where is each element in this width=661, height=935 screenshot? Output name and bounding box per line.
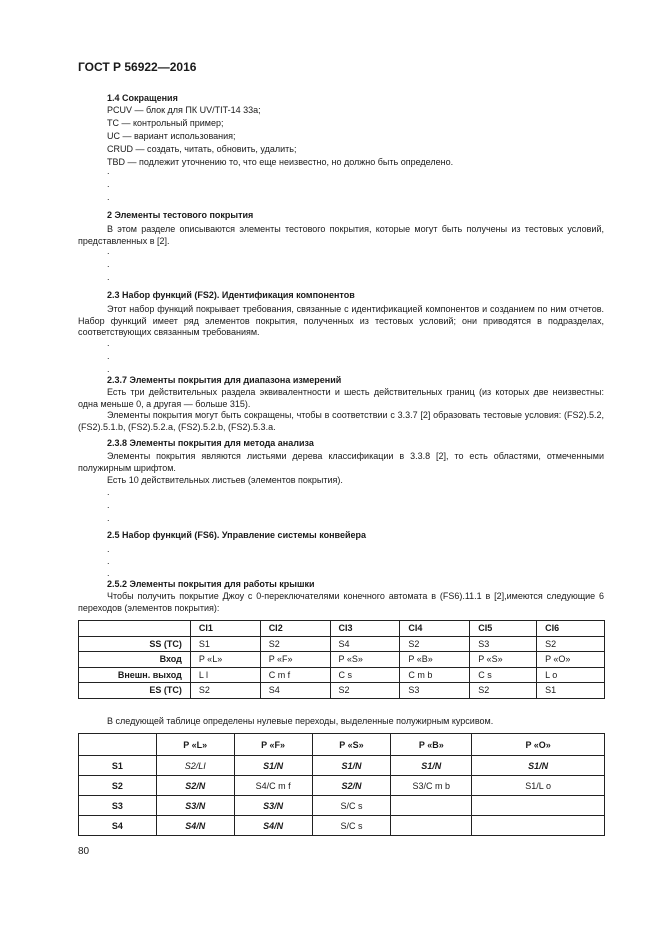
table-cell: S2/N — [312, 776, 391, 796]
table-cell: S2/N — [156, 776, 234, 796]
table-cell: C s — [470, 667, 537, 683]
ellipsis-dot: . — [107, 272, 110, 282]
table-cell: C m f — [260, 667, 330, 683]
ellipsis-dot: . — [107, 513, 110, 523]
ellipsis-dot: . — [107, 166, 110, 176]
ellipsis-dot: . — [107, 568, 110, 578]
table-cell: P «L» — [190, 652, 260, 668]
table-header-cell: CI2 — [260, 621, 330, 637]
table-cell: P «S» — [330, 652, 400, 668]
abbreviation-line: TC — контрольный пример; — [107, 118, 224, 128]
table-cell: S2 — [330, 683, 400, 699]
table-header-cell: P «F» — [234, 734, 312, 756]
ellipsis-dot: . — [107, 500, 110, 510]
row-header-cell: S3 — [79, 796, 157, 816]
abbreviation-line: TBD — подлежит уточнению то, что еще неизвестно, но должно быть определено. — [107, 157, 454, 167]
table-cell: S4/N — [156, 816, 234, 836]
table-cell: S1 — [190, 636, 260, 652]
table-cell: P «O» — [537, 652, 605, 668]
table-cell: S/C s — [312, 816, 391, 836]
abbreviation-line: UC — вариант использования; — [107, 131, 236, 141]
table-cell: S4 — [330, 636, 400, 652]
table-cell: S2 — [400, 636, 470, 652]
paragraph: Элементы покрытия могут быть сокращены, чтобы в соответствии с 3.3.7 [2] образовать тестовые условия: (FS2).5.2, (FS2).5.1.b, (FS2).5.2.a, (FS2).5.2.b, (FS2).5.3.a. — [78, 410, 604, 432]
table-cell: S4/N — [234, 816, 312, 836]
table-cell: P «B» — [400, 652, 470, 668]
row-header-cell: Вход — [79, 652, 191, 668]
table-cell — [79, 734, 157, 756]
table-cell: S3/C m b — [391, 776, 472, 796]
row-header-cell: S4 — [79, 816, 157, 836]
table-cell: S1 — [537, 683, 605, 699]
row-header-cell: SS (TC) — [79, 636, 191, 652]
row-header-cell: Внешн. выход — [79, 667, 191, 683]
table-cell: S3/N — [234, 796, 312, 816]
page-number: 80 — [78, 846, 90, 857]
ellipsis-dot: . — [107, 556, 110, 566]
table-row — [79, 683, 605, 699]
transitions-table — [78, 620, 605, 699]
table-header-cell: P «B» — [391, 734, 472, 756]
paragraph: Этот набор функций покрывает требования, связанные с идентификацией компонентов и созданием по ним отчетов. Набор функций имеет ряд элементов покрытия, полученных из тестовых условий; они приводятся в подразделах, соответствующих связанным требованиям. — [78, 304, 604, 337]
paragraph: Элементы покрытия являются листьями дерева классификации в 3.3.8 [2], то есть областями, отмеченными полужирным шрифтом. — [78, 451, 604, 473]
paragraph: Есть 10 действительных листьев (элементов покрытия). — [107, 475, 343, 485]
table-cell: L o — [537, 667, 605, 683]
row-header-cell: S2 — [79, 776, 157, 796]
table-row — [79, 776, 605, 796]
table-header-row — [79, 734, 605, 756]
table-header-cell: CI4 — [400, 621, 470, 637]
ellipsis-dot: . — [107, 259, 110, 269]
table-row — [79, 796, 605, 816]
table-header-row — [79, 621, 605, 637]
paragraph: Есть три действительных раздела эквивалентности и шесть действительных границ (из которых две неизвестны: одна меньше 0, а другая — больше 315). — [78, 387, 604, 409]
section-heading: 2.3.7 Элементы покрытия для диапазона измерений — [107, 375, 342, 385]
ellipsis-dot: . — [107, 338, 110, 348]
table-header-cell: CI3 — [330, 621, 400, 637]
table-cell: C s — [330, 667, 400, 683]
table-cell — [79, 621, 191, 637]
ellipsis-dot: . — [107, 192, 110, 202]
table-header-cell: P «L» — [156, 734, 234, 756]
table-cell: S1/L o — [472, 776, 605, 796]
table-row — [79, 667, 605, 683]
paragraph: В этом разделе описываются элементы тестового покрытия, которые могут быть получены из тестовых условий, представленных в [2]. — [78, 224, 604, 246]
table-cell: S4 — [260, 683, 330, 699]
table-header-cell: CI1 — [190, 621, 260, 637]
table-cell: S2/LI — [156, 756, 234, 776]
table-cell: S3/N — [156, 796, 234, 816]
section-heading: 2 Элементы тестового покрытия — [107, 210, 254, 220]
table-cell: S1/N — [472, 756, 605, 776]
table-cell: S2 — [190, 683, 260, 699]
ellipsis-dot: . — [107, 246, 110, 256]
table-cell: L l — [190, 667, 260, 683]
table-header-cell: P «S» — [312, 734, 391, 756]
table-row — [79, 652, 605, 668]
table-cell: C m b — [400, 667, 470, 683]
table-cell: S1/N — [234, 756, 312, 776]
table-row — [79, 636, 605, 652]
table-cell: S1/N — [312, 756, 391, 776]
table-header-cell: P «O» — [472, 734, 605, 756]
null-transitions-table — [78, 733, 605, 836]
abbreviation-line: PCUV — блок для ПК UV/TIT-14 33a; — [107, 105, 261, 115]
ellipsis-dot: . — [107, 364, 110, 374]
table-cell: S3 — [470, 636, 537, 652]
table-cell: S1/N — [391, 756, 472, 776]
table-cell: S3 — [400, 683, 470, 699]
row-header-cell: ES (TC) — [79, 683, 191, 699]
table-cell — [472, 816, 605, 836]
section-heading: 1.4 Сокращения — [107, 93, 178, 103]
table-cell: S/C s — [312, 796, 391, 816]
table-cell: P «S» — [470, 652, 537, 668]
table-cell: S2 — [470, 683, 537, 699]
row-header-cell: S1 — [79, 756, 157, 776]
ellipsis-dot: . — [107, 179, 110, 189]
ellipsis-dot: . — [107, 544, 110, 554]
ellipsis-dot: . — [107, 351, 110, 361]
section-heading: 2.5 Набор функций (FS6). Управление системы конвейера — [107, 530, 367, 540]
section-heading: 2.3.8 Элементы покрытия для метода анализа — [107, 438, 314, 448]
abbreviation-line: CRUD — создать, читать, обновить, удалить; — [107, 144, 297, 154]
table-cell: S4/C m f — [234, 776, 312, 796]
section-heading: 2.3 Набор функций (FS2). Идентификация компонентов — [107, 290, 355, 300]
document-header: ГОСТ Р 56922—2016 — [78, 60, 197, 74]
paragraph: В следующей таблице определены нулевые переходы, выделенные полужирным курсивом. — [107, 716, 494, 726]
table-cell — [391, 816, 472, 836]
table-cell: S2 — [537, 636, 605, 652]
table-cell: P «F» — [260, 652, 330, 668]
ellipsis-dot: . — [107, 487, 110, 497]
table-cell — [391, 796, 472, 816]
table-header-cell: CI5 — [470, 621, 537, 637]
table-row — [79, 816, 605, 836]
section-heading: 2.5.2 Элементы покрытия для работы крышки — [107, 579, 315, 589]
table-header-cell: CI6 — [537, 621, 605, 637]
table-row — [79, 756, 605, 776]
paragraph: Чтобы получить покрытие Джоу с 0-переключателями конечного автомата в (FS6).11.1 в [2],имеются следующие 6 переходов (элементов покрытия): — [78, 591, 604, 613]
table-cell — [472, 796, 605, 816]
table-cell: S2 — [260, 636, 330, 652]
